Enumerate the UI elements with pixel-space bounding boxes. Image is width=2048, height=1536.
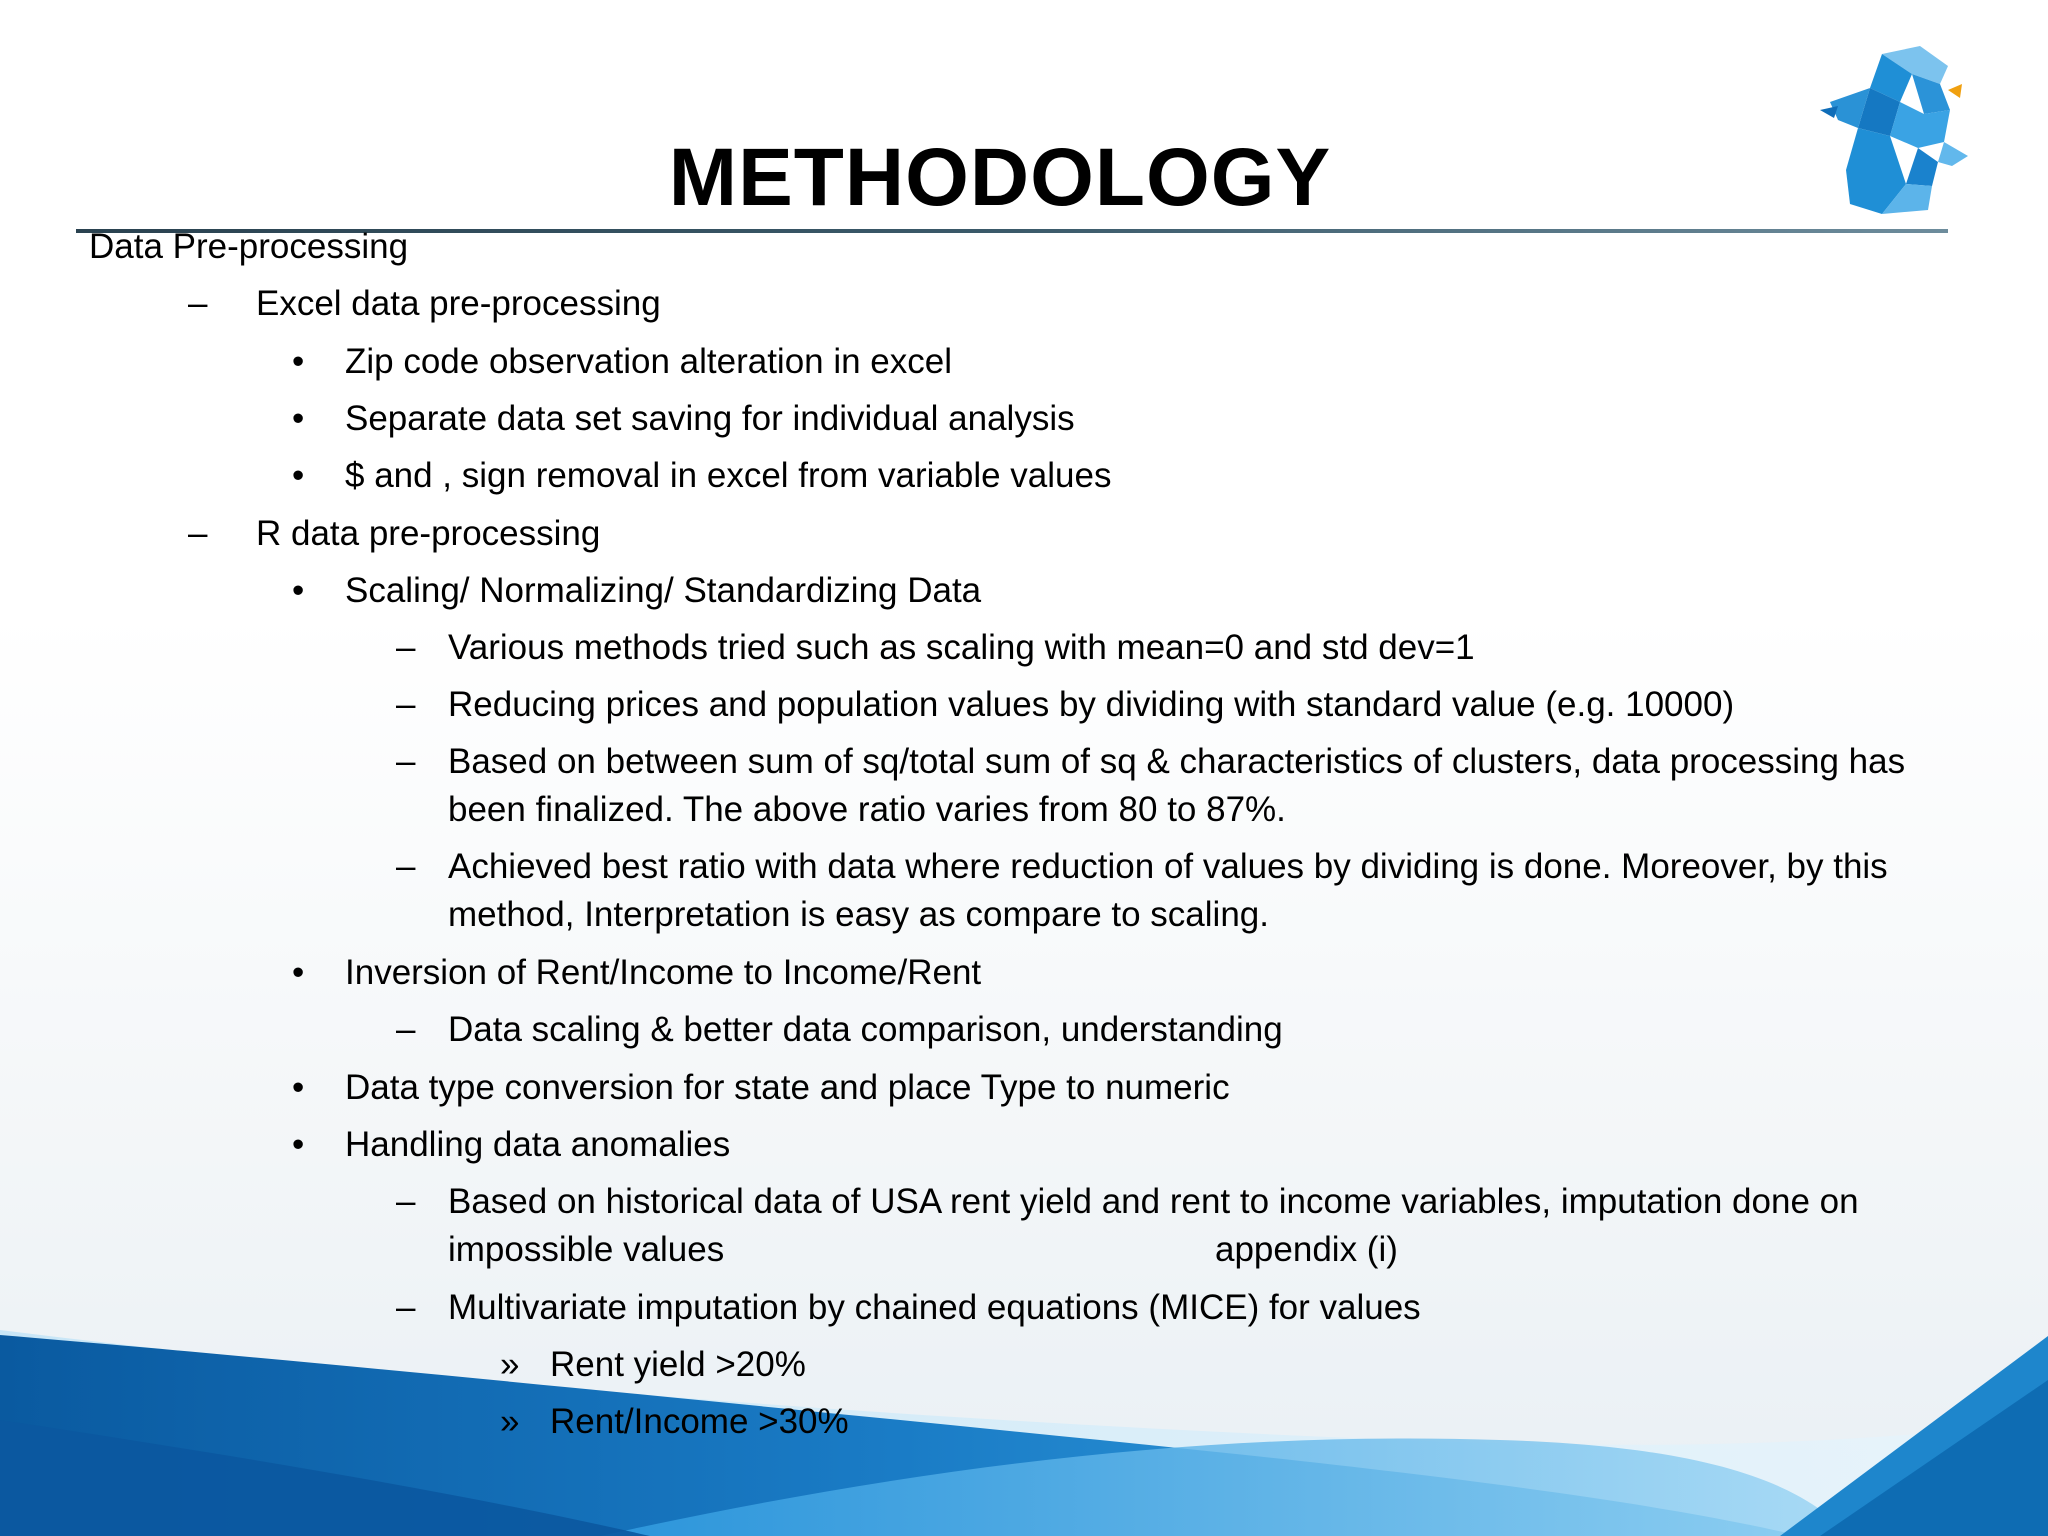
list-item: Data scaling & better data comparison, understanding — [448, 1010, 1283, 1049]
dash-marker: – — [396, 742, 416, 781]
bullet-marker: • — [292, 342, 305, 381]
raquo-marker: » — [500, 1345, 520, 1384]
list-item-line: method, Interpretation is easy as compare to scaling. — [448, 895, 1269, 934]
list-item-line: Based on between sum of sq/total sum of sq & characteristics of clusters, data processing has — [448, 742, 1906, 781]
list-item-line: Achieved best ratio with data where reduction of values by dividing is done. Moreover, by this — [448, 847, 1888, 886]
dash-marker: – — [188, 514, 208, 553]
bullet-marker: • — [292, 571, 305, 610]
list-item-line: impossible values — [448, 1230, 725, 1269]
r-heading: R data pre-processing — [256, 514, 601, 553]
appendix-reference: appendix (i) — [1215, 1230, 1398, 1269]
list-item: Rent/Income >30% — [550, 1402, 849, 1441]
list-item: Multivariate imputation by chained equations (MICE) for values — [448, 1288, 1421, 1327]
list-item: Reducing prices and population values by dividing with standard value (e.g. 10000) — [448, 685, 1735, 724]
dash-marker: – — [188, 284, 208, 323]
list-item: Zip code observation alteration in excel — [345, 342, 953, 381]
section-heading: Data Pre-processing — [89, 227, 409, 266]
dash-marker: – — [396, 1288, 416, 1327]
bullet-marker: • — [292, 1068, 305, 1107]
slide-title: METHODOLOGY — [668, 132, 1332, 223]
list-item: Various methods tried such as scaling with mean=0 and std dev=1 — [448, 628, 1475, 667]
dash-marker: – — [396, 847, 416, 886]
bullet-marker: • — [292, 953, 305, 992]
dash-marker: – — [396, 1182, 416, 1221]
bullet-marker: • — [292, 1125, 305, 1164]
bullet-marker: • — [292, 456, 305, 495]
scaling-heading: Scaling/ Normalizing/ Standardizing Data — [345, 571, 982, 610]
bullet-marker: • — [292, 399, 305, 438]
list-item: Separate data set saving for individual analysis — [345, 399, 1075, 438]
dash-marker: – — [396, 1010, 416, 1049]
excel-heading: Excel data pre-processing — [256, 284, 661, 323]
anomalies-heading: Handling data anomalies — [345, 1125, 731, 1164]
conversion-item: Data type conversion for state and place Type to numeric — [345, 1068, 1230, 1107]
list-item: Rent yield >20% — [550, 1345, 806, 1384]
inversion-heading: Inversion of Rent/Income to Income/Rent — [345, 953, 982, 992]
list-item-line: been finalized. The above ratio varies from 80 to 87%. — [448, 790, 1286, 829]
raquo-marker: » — [500, 1402, 520, 1441]
dash-marker: – — [396, 628, 416, 667]
list-item: $ and , sign removal in excel from variable values — [345, 456, 1112, 495]
dash-marker: – — [396, 685, 416, 724]
list-item-line: Based on historical data of USA rent yield and rent to income variables, imputation done on — [448, 1182, 1859, 1221]
